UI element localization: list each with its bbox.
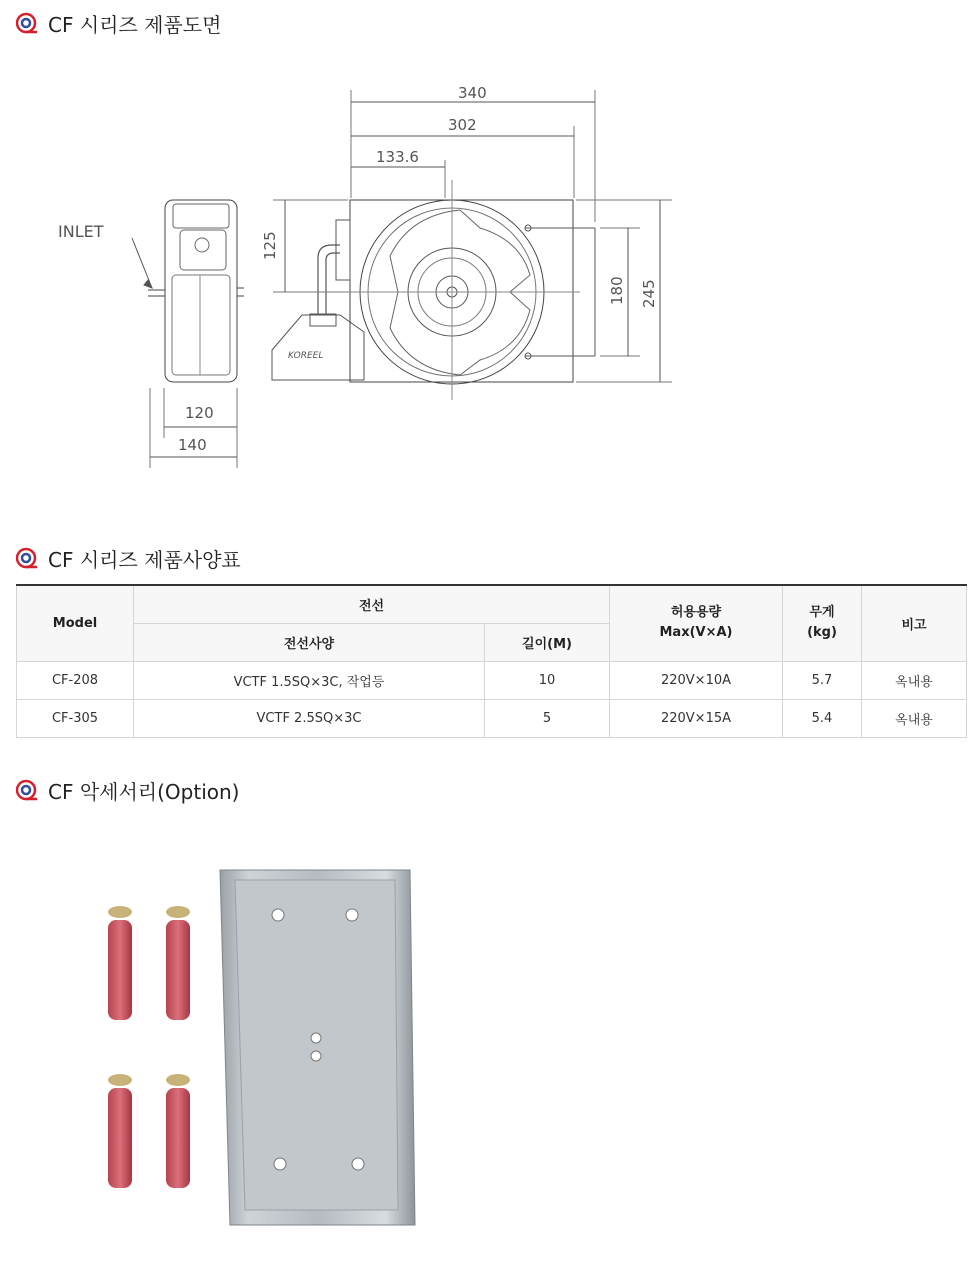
cell-weight: 5.4 [783, 699, 862, 737]
header-weight-line2: (kg) [807, 625, 837, 641]
section-title-drawing [16, 8, 221, 38]
section-title-spec [16, 543, 241, 573]
header-capacity [610, 585, 783, 661]
accessory-image [90, 850, 430, 1230]
dim-depth-body: 120 [185, 404, 214, 422]
dim-height-upper: 125 [261, 231, 279, 260]
dim-height-total: 245 [640, 279, 658, 308]
wall-anchor [108, 906, 132, 1020]
section-title-text: CF 시리즈 제품도면 [48, 12, 222, 37]
wall-anchor [108, 1074, 132, 1188]
cell-cable-spec: VCTF 2.5SQ×3C [134, 699, 485, 737]
cell-cable-spec: VCTF 1.5SQ×3C, 작업등 [134, 661, 485, 699]
section-title-text: CF 시리즈 제품사양표 [48, 547, 241, 572]
front-view [272, 180, 595, 400]
dim-width-body: 302 [448, 116, 477, 134]
dim-depth-total: 140 [178, 436, 207, 454]
header-weight [783, 585, 862, 661]
brand-label: KOREEL [288, 351, 324, 361]
target-icon [16, 12, 38, 34]
cell-weight: 5.7 [783, 661, 862, 699]
wall-anchor [166, 906, 190, 1020]
header-model: Model [17, 585, 134, 661]
table-row [17, 661, 967, 699]
header-length: 길이(M) [485, 623, 610, 661]
target-icon [16, 547, 38, 569]
dim-width-total: 340 [458, 84, 487, 102]
cell-length: 10 [485, 661, 610, 699]
wall-anchor [166, 1074, 190, 1188]
cell-length: 5 [485, 699, 610, 737]
inlet-label: INLET [58, 222, 104, 241]
side-view [148, 200, 244, 382]
spec-table [16, 584, 967, 738]
product-drawing [40, 70, 700, 500]
header-cable-spec: 전선사양 [134, 623, 485, 661]
cell-model: CF-305 [17, 699, 134, 737]
dim-height-mount: 180 [608, 276, 626, 305]
header-cable: 전선 [134, 585, 610, 623]
target-icon [16, 779, 38, 801]
section-title-accessory [16, 775, 239, 805]
dim-width-center: 133.6 [376, 148, 419, 166]
mount-bracket [220, 870, 415, 1225]
header-capacity-line1: 허용용량 [670, 605, 722, 621]
header-weight-line1: 무게 [809, 605, 835, 621]
cell-model: CF-208 [17, 661, 134, 699]
cell-remarks: 옥내용 [862, 661, 967, 699]
table-row [17, 699, 967, 737]
header-remarks: 비고 [862, 585, 967, 661]
cell-capacity: 220V×10A [610, 661, 783, 699]
section-title-text: CF 악세서리(Option) [48, 779, 240, 804]
header-capacity-line2: Max(V×A) [659, 625, 733, 641]
cell-remarks: 옥내용 [862, 699, 967, 737]
cell-capacity: 220V×15A [610, 699, 783, 737]
